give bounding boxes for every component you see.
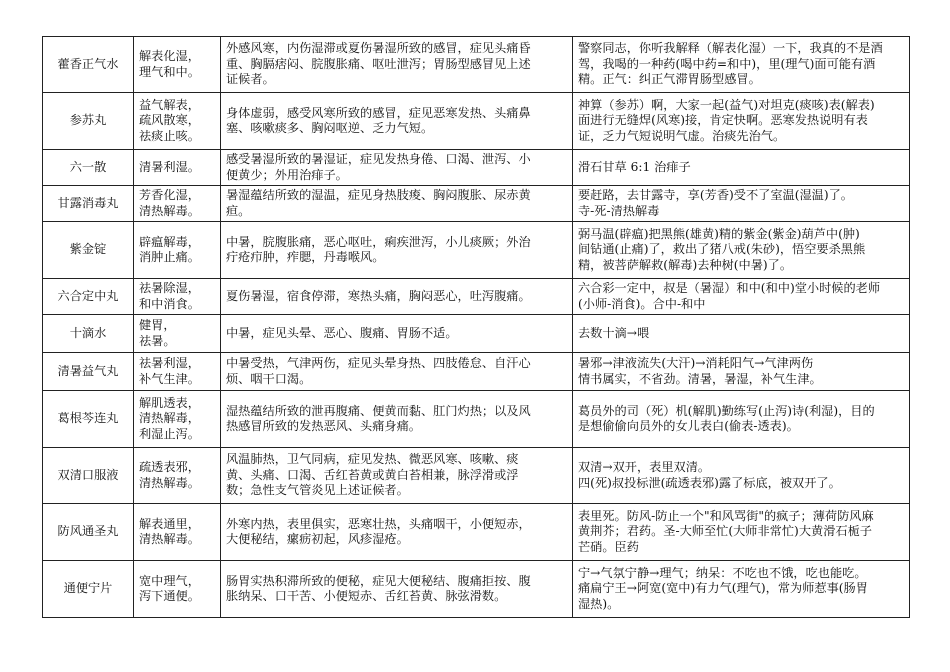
medicine-name-cell (43, 93, 134, 150)
medicine-name-cell (43, 353, 134, 391)
table-row (43, 279, 910, 315)
efficacy-text: 健胃， 祛暑。 (139, 318, 176, 348)
medicine-name-text: 紫金锭 (69, 242, 107, 257)
indication-cell (221, 448, 573, 504)
indication-cell (221, 186, 573, 222)
mnemonic-text: 宁→气氛宁静→理气；纳呆：不吃也不饿，吃也能吃。 痛扁宁王→阿宽(宽中)有力气(理气)，常为师惹事(肠胃 湿热)。 (578, 565, 868, 611)
mnemonic-text: 双清→双开，表里双清。 四(死)叔投标泄(疏透表邪)露了标底，被双开了。 (578, 460, 841, 490)
medicine-name-cell (43, 391, 134, 448)
efficacy-cell (134, 186, 221, 222)
mnemonic-text: 葛员外的司（死）机(解肌)勤练写(止泻)诗(利湿)，目的 是想偷偷向员外的女儿表白(偷表-透表)。 (578, 403, 875, 433)
mnemonic-text: 神算（参苏）啊，大家一起(益气)对坦克(痰咳)表(解表) 面进行无缝焊(风寒)接，肯定快啊。恶寒发热说明有表 证，乏力气短说明气虚。治痰先治气。 (578, 97, 875, 143)
efficacy-text: 益气解表， 疏风散寒， 祛痰止咳。 (139, 97, 200, 143)
medicine-name-text: 清暑益气丸 (57, 363, 119, 378)
table-row (43, 504, 910, 561)
mnemonic-text: 滑石甘草 6:1 治痱子 (578, 159, 691, 174)
medicine-name-cell (43, 279, 134, 315)
efficacy-cell (134, 37, 221, 93)
indication-text: 中暑，脘腹胀痛，恶心呕吐，痢疾泄泻，小儿痰厥；外治 疔疮疖肿，痄腮，丹毒喉风。 (226, 234, 531, 264)
mnemonic-text: 表里死。防风-防止一个"和风骂街"的疯子；薄荷防风麻 黄荆芥；君药。圣-大师至忙(大师非常忙)大黄滑石栀子 芒硝。臣药 (578, 508, 874, 554)
medicine-name-cell (43, 37, 134, 93)
mnemonic-text: 要赶路，去甘露寺，享(芳香)受不了室温(湿温)了。 寺-死-清热解毒 (578, 188, 853, 218)
mnemonic-cell (573, 448, 910, 504)
indication-cell (221, 150, 573, 186)
medicine-name-cell (43, 315, 134, 353)
table-row (43, 150, 910, 186)
mnemonic-cell (573, 93, 910, 150)
indication-text: 身体虚弱，感受风寒所致的感冒，症见恶寒发热、头痛鼻 塞、咳嗽痰多、胸闷呕逆、乏力气短。 (226, 105, 531, 135)
indication-text: 暑湿蕴结所致的湿温，症见身热肢痠、胸闷腹胀、尿赤黄 疸。 (226, 188, 531, 218)
medicine-name-text: 甘露消毒丸 (57, 195, 119, 210)
indication-cell (221, 391, 573, 448)
efficacy-text: 芳香化湿， 清热解毒。 (139, 188, 200, 218)
medicine-name-cell (43, 186, 134, 222)
indication-cell (221, 93, 573, 150)
indication-text: 中暑，症见头晕、恶心、腹痛、胃肠不适。 (226, 325, 458, 340)
efficacy-cell (134, 448, 221, 504)
table-row (43, 391, 910, 448)
table-row (43, 93, 910, 150)
table-row (43, 561, 910, 618)
table-row (43, 186, 910, 222)
indication-text: 风温肺热，卫气同病，症见发热、微恶风寒、咳嗽、痰 黄、头痛、口渴、舌红苔黄或黄白苔相兼，脉浮滑或浮 数；急性支气管炎见上述证候者。 (226, 452, 519, 498)
mnemonic-text: 去数十滴→喂 (578, 325, 650, 340)
table-row (43, 222, 910, 279)
indication-cell (221, 37, 573, 93)
medicine-name-text: 防风通圣丸 (57, 524, 119, 539)
indication-text: 肠胃实热积滞所致的便秘，症见大便秘结、腹痛拒按、腹 胀纳呆、口干苦、小便短赤、舌红苔黄、脉弦滑数。 (226, 573, 531, 603)
efficacy-cell (134, 353, 221, 391)
mnemonic-cell (573, 279, 910, 315)
efficacy-cell (134, 315, 221, 353)
efficacy-cell (134, 150, 221, 186)
indication-text: 夏伤暑湿，宿食停滞，寒热头痛，胸闷恶心，吐泻腹痛。 (226, 288, 531, 303)
mnemonic-cell (573, 504, 910, 561)
indication-cell (221, 222, 573, 279)
medicine-name-text: 六一散 (69, 159, 107, 174)
mnemonic-cell (573, 315, 910, 353)
table-row (43, 353, 910, 391)
medicine-name-text: 藿香正气水 (57, 56, 119, 71)
mnemonic-text: 弼马温(辟瘟)把黑熊(雄黄)精的紫金(紫金)葫芦中(肿) 间钻通(止痛)了，救出了猪八戒(朱砂)，悟空要杀黑熊 精，被菩萨解救(解毒)去种树(中暑)了。 (578, 226, 866, 272)
medicine-name-text: 参苏丸 (69, 113, 107, 128)
table-row (43, 315, 910, 353)
medicine-name-text: 通便宁片 (63, 581, 113, 596)
indication-text: 中暑受热，气津两伤，症见头晕身热、四肢倦怠、自汗心 烦、咽干口渴。 (226, 356, 531, 386)
efficacy-text: 解肌透表， 清热解毒， 利湿止泻。 (139, 395, 200, 441)
indication-text: 感受暑湿所致的暑湿证，症见发热身倦、口渴、泄泻、小 便黄少；外用治痱子。 (226, 152, 531, 182)
medicine-name-text: 六合定中丸 (57, 288, 119, 303)
indication-text: 外寒内热，表里俱实，恶寒壮热，头痛咽干，小便短赤， 大便秘结，瘰疬初起，风疹湿疮。 (226, 516, 531, 546)
table-row (43, 37, 910, 93)
indication-cell (221, 315, 573, 353)
efficacy-text: 解表通里， 清热解毒。 (139, 516, 200, 546)
indication-text: 湿热蕴结所致的泄再腹痛、便黄而黏、肛门灼热；以及风 热感冒所致的发热恶风、头痛身痛。 (226, 403, 531, 433)
herb-table-body (43, 37, 910, 618)
indication-cell (221, 504, 573, 561)
efficacy-text: 祛暑除湿， 和中消食。 (139, 281, 200, 311)
efficacy-text: 清暑利湿。 (139, 159, 200, 174)
indication-cell (221, 561, 573, 618)
mnemonic-text: 暑邪→津液流失(大汗)→消耗阳气→气津两伤 情书属实，不省劲。清暑，暑湿，补气生津。 (578, 356, 822, 386)
efficacy-text: 疏透表邪， 清热解毒。 (139, 460, 200, 490)
indication-cell (221, 353, 573, 391)
mnemonic-text: 警察同志，你听我解释（解表化湿）一下，我真的不是酒 驾，我喝的一种药(喝中药=和中)，里(理气)面可能有酒 精。正气：纠正气滞胃肠型感冒。 (578, 41, 883, 87)
medicine-name-text: 葛根芩连丸 (57, 411, 119, 426)
efficacy-cell (134, 561, 221, 618)
mnemonic-cell (573, 561, 910, 618)
medicine-name-text: 十滴水 (69, 325, 107, 340)
mnemonic-cell (573, 186, 910, 222)
indication-cell (221, 279, 573, 315)
mnemonic-cell (573, 353, 910, 391)
medicine-name-cell (43, 150, 134, 186)
herb-table (42, 36, 910, 618)
efficacy-cell (134, 504, 221, 561)
medicine-name-cell (43, 448, 134, 504)
efficacy-text: 解表化湿， 理气和中。 (139, 49, 200, 79)
efficacy-cell (134, 391, 221, 448)
efficacy-cell (134, 279, 221, 315)
mnemonic-cell (573, 37, 910, 93)
efficacy-text: 辟瘟解毒， 消肿止痛。 (139, 234, 200, 264)
medicine-name-cell (43, 561, 134, 618)
medicine-name-text: 双清口服液 (57, 467, 119, 482)
mnemonic-cell (573, 222, 910, 279)
mnemonic-cell (573, 391, 910, 448)
indication-text: 外感风寒，内伤湿滞或夏伤暑湿所致的感冒，症见头痛昏 重、胸膈痞闷、脘腹胀痛、呕吐泄泻；胃肠型感冒见上述 证候者。 (226, 41, 531, 87)
efficacy-cell (134, 222, 221, 279)
efficacy-text: 宽中理气， 泻下通便。 (139, 573, 200, 603)
medicine-name-cell (43, 222, 134, 279)
medicine-name-cell (43, 504, 134, 561)
mnemonic-text: 六合彩一定中，叔是（暑湿）和中(和中)堂小时候的老师 (小师-消食)。合中-和中 (578, 281, 881, 311)
table-row (43, 448, 910, 504)
efficacy-text: 祛暑利湿， 补气生津。 (139, 356, 200, 386)
mnemonic-cell (573, 150, 910, 186)
efficacy-cell (134, 93, 221, 150)
